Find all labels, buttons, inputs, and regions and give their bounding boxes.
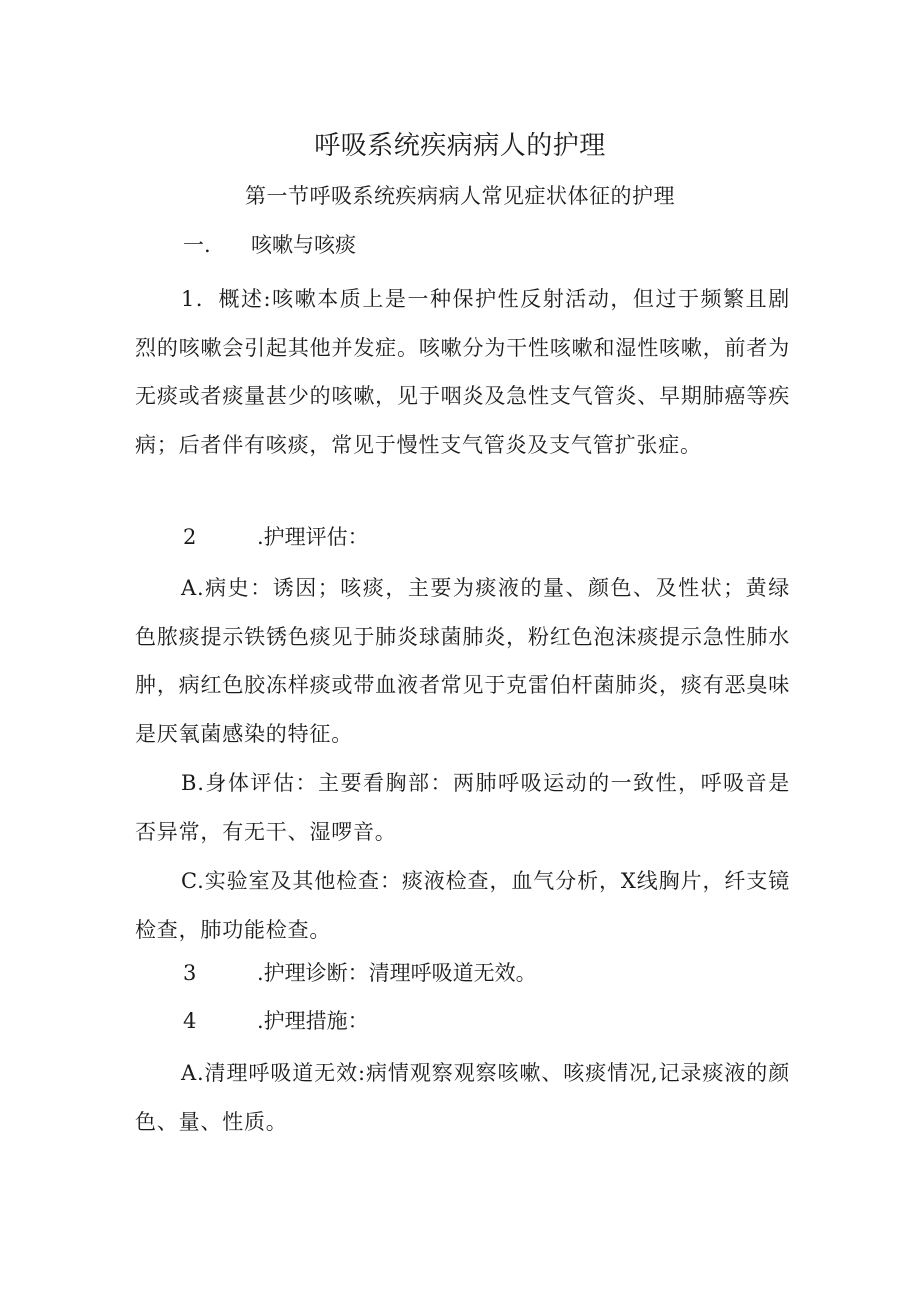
assessment-number: 2 <box>183 525 197 549</box>
history-paragraph: A.病史：诱因；咳痰，主要为痰液的量、颜色、及性状；黄绿色脓痰提示铁锈色痰见于肺炎球菌肺炎，粉红色泡沫痰提示急性肺水肿，病红色胶冻样痰或带血液者常见于克雷伯杆菌肺炎，痰有恶臭味是厌氧菌感染的特征。 <box>135 576 790 746</box>
heading-number: 一. <box>183 233 211 257</box>
assessment-heading <box>183 522 369 552</box>
diagnosis-line <box>183 958 537 988</box>
lab-exam-paragraph: C.实验室及其他检查：痰液检查，血气分析，X线胸片，纤支镜检查，肺功能检查。 <box>135 869 790 942</box>
document-title: 呼吸系统疾病病人的护理 <box>314 131 606 161</box>
section-heading <box>183 230 356 260</box>
section-subtitle: 第一节呼吸系统疾病病人常见症状体征的护理 <box>245 184 675 208</box>
measures-heading <box>183 1006 369 1036</box>
measure-a-paragraph: A.清理呼吸道无效:病情观察观察咳嗽、咳痰情况,记录痰液的颜色、量、性质。 <box>135 1061 790 1134</box>
measures-number: 4 <box>183 1009 197 1033</box>
assessment-label: .护理评估： <box>257 525 369 549</box>
diagnosis-text: .护理诊断：清理呼吸道无效。 <box>257 961 537 985</box>
physical-exam-paragraph: B.身体评估：主要看胸部：两肺呼吸运动的一致性，呼吸音是否异常，有无干、湿啰音。 <box>135 771 790 844</box>
measures-label: .护理措施： <box>257 1009 369 1033</box>
diagnosis-number: 3 <box>183 961 197 985</box>
heading-text: 咳嗽与咳痰 <box>251 233 356 257</box>
overview-paragraph: 1．概述:咳嗽本质上是一种保护性反射活动，但过于频繁且剧烈的咳嗽会引起其他并发症。咳嗽分为干性咳嗽和湿性咳嗽，前者为无痰或者痰量甚少的咳嗽，见于咽炎及急性支气管炎、早期肺癌等疾病；后者伴有咳痰，常见于慢性支气管炎及支气管扩张症。 <box>135 287 790 457</box>
